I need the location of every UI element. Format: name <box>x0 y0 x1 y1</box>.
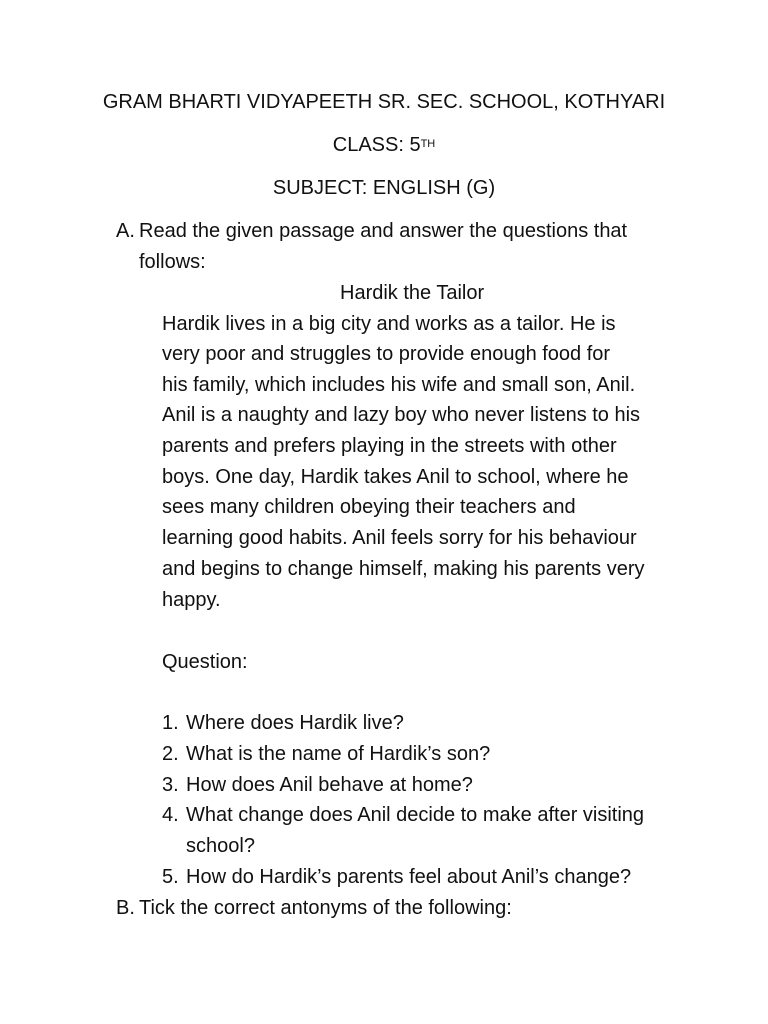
passage-line: parents and prefers playing in the streets with other <box>162 435 617 457</box>
passage-line: his family, which includes his wife and small son, Anil. <box>162 374 636 396</box>
passage-line: and begins to change himself, making his parents very <box>162 558 645 580</box>
question-text: How do Hardik’s parents feel about Anil’s change? <box>186 866 632 888</box>
question-text: How does Anil behave at home? <box>186 774 473 796</box>
question-number: 1. <box>162 712 179 734</box>
question-number: 3. <box>162 774 179 796</box>
question-number: 4. <box>162 804 179 826</box>
section-a-instruction-line-1: Read the given passage and answer the questions that <box>139 220 628 242</box>
section-b-label: B. <box>116 897 135 919</box>
question-text: Where does Hardik live? <box>186 712 404 734</box>
section-a-instruction-line-2: follows: <box>139 251 206 273</box>
question-number: 2. <box>162 743 179 765</box>
question-text: What is the name of Hardik’s son? <box>186 743 491 765</box>
passage-line: happy. <box>162 589 221 611</box>
passage-line: learning good habits. Anil feels sorry for his behaviour <box>162 527 637 549</box>
class-text: CLASS: 5 <box>332 134 421 156</box>
question-heading: Question: <box>162 651 248 673</box>
section-b-instruction: Tick the correct antonyms of the following: <box>139 897 512 919</box>
passage-line: very poor and struggles to provide enough food for <box>162 343 611 365</box>
class-superscript: TH <box>420 138 436 150</box>
subject-label: SUBJECT: ENGLISH (G) <box>272 177 496 199</box>
question-text: What change does Anil decide to make after visiting <box>186 804 645 826</box>
passage-line: boys. One day, Hardik takes Anil to school, where he <box>162 466 629 488</box>
section-a-label: A. <box>116 220 135 242</box>
passage-line: Anil is a naughty and lazy boy who never listens to his <box>162 404 641 426</box>
question-text-continued: school? <box>186 835 255 857</box>
question-number: 5. <box>162 866 179 888</box>
school-name: GRAM BHARTI VIDYAPEETH SR. SEC. SCHOOL, KOTHYARI <box>102 91 666 113</box>
class-label <box>0 133 768 160</box>
passage-line: Hardik lives in a big city and works as a tailor. He is <box>162 313 616 335</box>
passage-title: Hardik the Tailor <box>340 282 485 304</box>
passage-line: sees many children obeying their teachers and <box>162 496 576 518</box>
